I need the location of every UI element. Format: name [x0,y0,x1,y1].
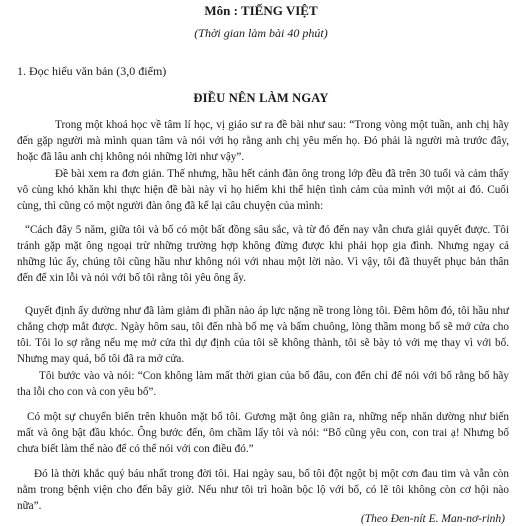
story-paragraph: “Cách đây 5 năm, giữa tôi và bố có một bất đồng sâu sắc, và từ đó đến nay vẫn chưa giải quyết được. Tôi tránh gặp mặt ông ngoại trừ những trường hợp không đừng được khi phải họp gia đình. Nhưng ngay cả những lúc ấy, chúng tôi cũng hầu như không nói với nhau một lời nào. Vì vậy, tôi đã thuyết phục bản thân đến để xin lỗi và nói với bố tôi rằng tôi yêu ông ấy. [17,224,509,284]
story-title: ĐIỀU NÊN LÀM NGAY [193,91,329,105]
subject-title: Môn : TIẾNG VIỆT [204,3,318,18]
story-paragraph: Đề bài xem ra đơn giản. Thế nhưng, hầu hết cánh đàn ông trong lớp đều đã trên 30 tuổi và cảm thấy vô cùng khó khăn khi thực hiện đề bài này vì họ hiếm khi thể hiện tình cảm của mình với một ai đó. Cuối cùng, thì cũng có một người đàn ông đã kể lại câu chuyện của mình: [17,168,509,212]
story-paragraph: Tôi bước vào và nói: “Con không làm mất thời gian của bố đâu, con đến chỉ để nói với bố rằng bố hãy tha lỗi cho con và con yêu bố”. [17,370,509,398]
story-paragraph: Có một sự chuyển biến trên khuôn mặt bố tôi. Gương mặt ông giãn ra, những nếp nhăn dường như biến mất và ông bật đầu khóc. Ông bước đến, ôm chầm lấy tôi và nói: “Bố cũng yêu con, con trai ạ! Nhưng bố chưa biết làm thế nào để có thể nói với con điều đó.” [17,411,509,455]
time-allowed: (Thời gian làm bài 40 phút) [194,26,328,40]
story-paragraph: Đó là thời khắc quý báu nhất trong đời tôi. Hai ngày sau, bố tôi đột ngột bị một cơn đau tim và vẫn còn nằm trong bệnh viện cho đến bây giờ. Nếu như tôi trì hoãn bộc lộ với bố, có lẽ tôi không còn cơ hội nào nữa”. [17,468,509,512]
section-heading: 1. Đọc hiểu văn bản (3,0 điểm) [17,64,167,78]
story-paragraph: Trong một khoá học về tâm lí học, vị giáo sư ra đề bài như sau: “Trong vòng một tuần, anh chị hãy đến gặp người mà mình quan tâm và nói với họ rằng anh chị yêu mến họ. Đó phải là người mà trước đây, hoặc đã lâu anh chị không nói những lời như vậy”. [17,119,509,163]
story-source: (Theo Đen-nít E. Man-nơ-rinh) [360,513,505,525]
story-paragraph: Quyết định ấy dường như đã làm giảm đi phần nào áp lực nặng nề trong lòng tôi. Đêm hôm đó, tôi hầu như chẳng chợp mắt được. Ngày hôm sau, tôi đến nhà bố mẹ và bấm chuông, lòng thầm mong bố sẽ mở cửa cho tôi. Tôi lo sợ rằng nếu mẹ mở cửa thì dự định của tôi sẽ không thành, tôi sẽ bày tỏ với mẹ thay vì với bố. Nhưng may quá, bố tôi đã ra mở cửa. [17,305,509,365]
